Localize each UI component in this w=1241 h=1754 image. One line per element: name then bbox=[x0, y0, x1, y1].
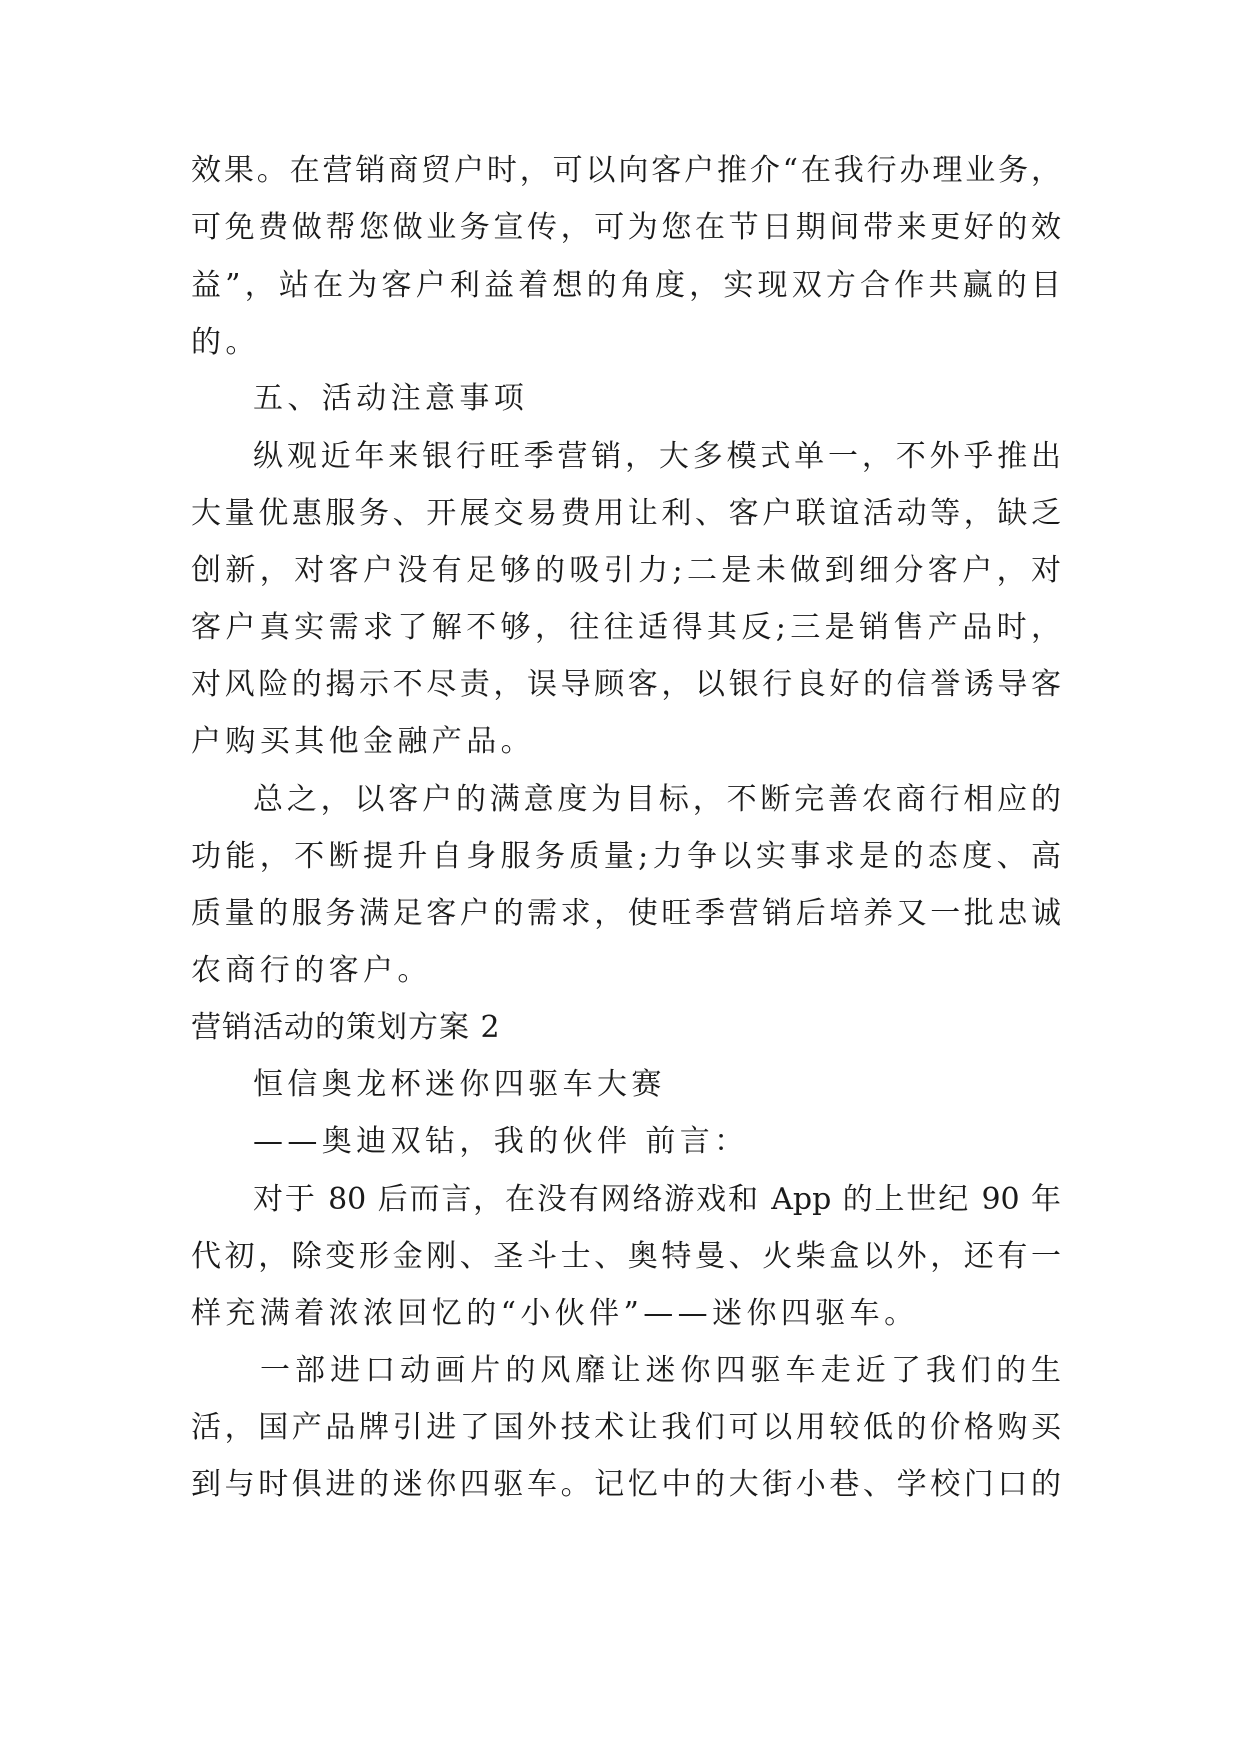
paragraph-line: 对风险的揭示不尽责，误导顾客，以银行良好的信誉诱导客 bbox=[191, 667, 1061, 702]
paragraph-line: 的。 bbox=[191, 325, 260, 360]
document-title: 营销活动的策划方案 2 bbox=[191, 1010, 501, 1045]
paragraph-line: 到与时俱进的迷你四驱车。记忆中的大街小巷、学校门口的 bbox=[191, 1467, 1061, 1502]
event-title: 恒信奥龙杯迷你四驱车大赛 bbox=[253, 1067, 666, 1102]
paragraph-line: 质量的服务满足客户的需求，使旺季营销后培养又一批忠诚 bbox=[191, 896, 1061, 931]
event-subtitle: ——奥迪双钻，我的伙伴 前言： bbox=[253, 1124, 749, 1159]
paragraph-line: 户购买其他金融产品。 bbox=[191, 724, 535, 759]
paragraph-line: 一部进口动画片的风靡让迷你四驱车走近了我们的生 bbox=[260, 1353, 1061, 1388]
paragraph-line: 创新，对客户没有足够的吸引力;二是未做到细分客户，对 bbox=[191, 553, 1061, 588]
paragraph-line: 效果。在营销商贸户时，可以向客户推介“在我行办理业务， bbox=[191, 153, 1061, 188]
paragraph-line: 农商行的客户。 bbox=[191, 953, 432, 988]
paragraph-line: 客户真实需求了解不够，往往适得其反;三是销售产品时， bbox=[191, 610, 1061, 645]
paragraph-line: 大量优惠服务、开展交易费用让利、客户联谊活动等，缺乏 bbox=[191, 496, 1061, 531]
paragraph-line: 益”，站在为客户利益着想的角度，实现双方合作共赢的目 bbox=[191, 268, 1061, 303]
paragraph-line: 可免费做帮您做业务宣传，可为您在节日期间带来更好的效 bbox=[191, 210, 1061, 245]
paragraph-line: 活，国产品牌引进了国外技术让我们可以用较低的价格购买 bbox=[191, 1410, 1061, 1445]
paragraph-line: 样充满着浓浓回忆的“小伙伴”——迷你四驱车。 bbox=[191, 1296, 919, 1331]
paragraph-line: 纵观近年来银行旺季营销，大多模式单一，不外乎推出 bbox=[253, 439, 1061, 474]
paragraph-line: 对于 80 后而言，在没有网络游戏和 App 的上世纪 90 年 bbox=[253, 1182, 1061, 1217]
paragraph-line: 总之，以客户的满意度为目标，不断完善农商行相应的 bbox=[253, 782, 1061, 817]
paragraph-line: 代初，除变形金刚、圣斗士、奥特曼、火柴盒以外，还有一 bbox=[191, 1239, 1061, 1274]
paragraph-line: 功能，不断提升自身服务质量;力争以实事求是的态度、高 bbox=[191, 839, 1061, 874]
section-heading: 五、活动注意事项 bbox=[253, 381, 529, 416]
